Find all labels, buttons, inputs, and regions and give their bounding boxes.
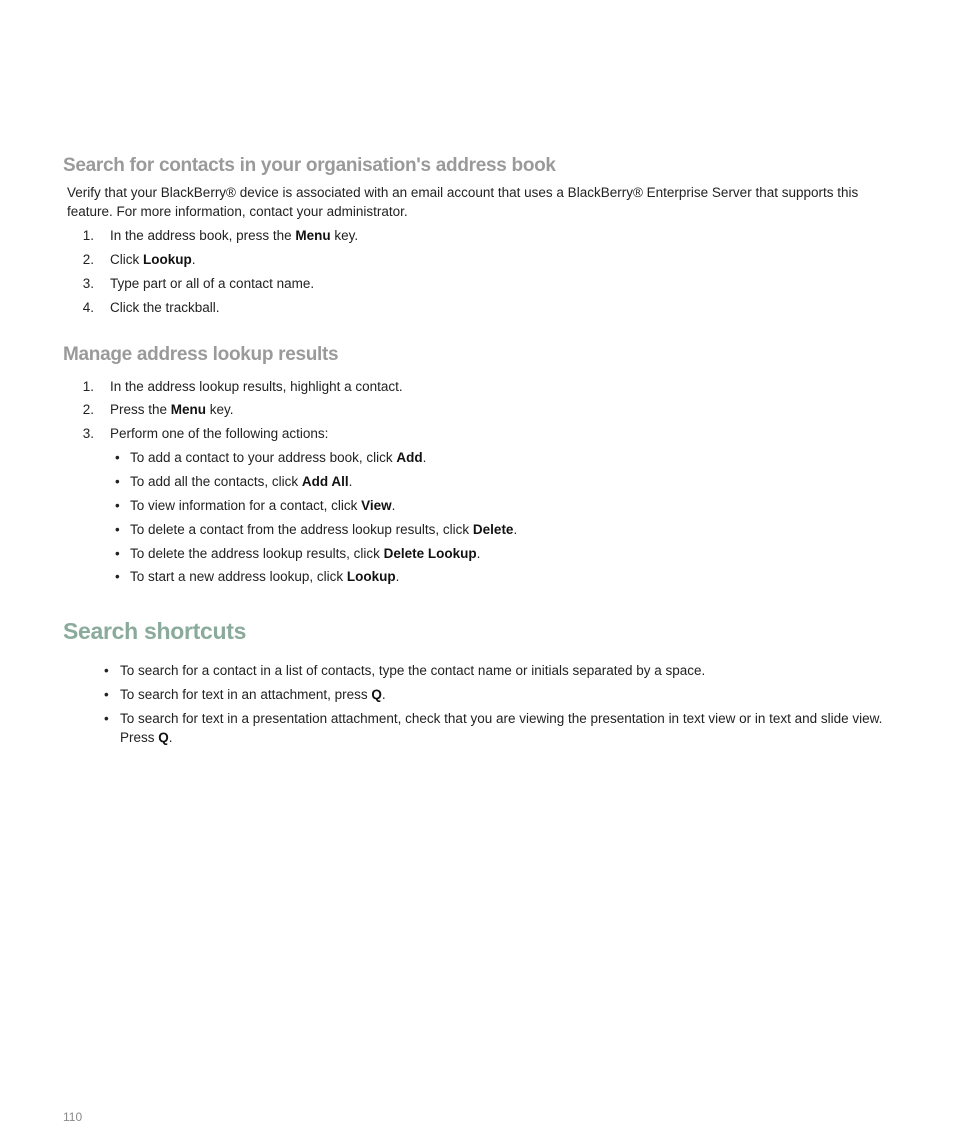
step-text: Perform one of the following actions: [110,426,329,441]
action-text: To start a new address lookup, click [130,569,347,584]
action-text: To add a contact to your address book, click [130,450,397,465]
bullet-icon: • [104,687,109,702]
action-text: To add all the contacts, click [130,474,302,489]
bullet-icon: • [104,663,109,678]
intro-paragraph: Verify that your BlackBerry® device is associated with an email account that uses a BlackBerry® Enterprise Server that supports this feature. For more information, contact your administrator. [67,185,859,219]
step-text: Click [110,252,143,267]
action-text-end: . [476,546,481,561]
bullet-icon: • [115,569,120,584]
section-heading-manage-lookup: Manage address lookup results [63,344,339,365]
shortcut-text: Press [120,730,159,745]
action-keyword: Add All [301,474,349,489]
action-text-end: . [391,498,396,513]
bullet-icon: • [115,450,120,465]
step-number: 2. [82,252,94,267]
action-keyword: View [361,498,392,513]
step-text: In the address book, press the [110,228,296,243]
step-text: Press the [110,402,171,417]
shortcut-text-end: . [381,687,386,702]
step-keyword: Menu [295,228,331,243]
step-number: 3. [82,426,94,441]
step-number: 3. [82,276,94,291]
shortcut-key: Q [371,687,382,702]
action-text-end: . [422,450,427,465]
action-keyword: Delete Lookup [383,546,477,561]
action-text: To delete the address lookup results, click [130,546,384,561]
shortcut-text: To search for text in an attachment, press [120,687,372,702]
step-text: Type part or all of a contact name. [110,276,315,291]
step-text-end: . [191,252,196,267]
action-keyword: Lookup [346,569,396,584]
shortcut-text: To search for text in a presentation attachment, check that you are viewing the presentation in text view or in text and slide view. [120,711,883,726]
step-number: 2. [82,402,94,417]
step-number: 1. [82,228,94,243]
step-text-end: key. [206,402,234,417]
action-text-end: . [513,522,518,537]
step-keyword: Lookup [143,252,192,267]
bullet-icon: • [104,711,109,726]
section-heading-org-address-book: Search for contacts in your organisation's address book [63,155,556,176]
step-number: 1. [82,379,94,394]
bullet-icon: • [115,522,120,537]
step-keyword: Menu [170,402,207,417]
shortcut-text: To search for a contact in a list of contacts, type the contact name or initials separated by a space. [120,663,706,678]
page-number: 110 [63,1110,83,1124]
shortcut-text-end: . [168,730,173,745]
section-heading-search-shortcuts: Search shortcuts [63,618,247,644]
shortcut-key: Q [158,730,169,745]
step-number: 4. [82,300,94,315]
bullet-icon: • [115,546,120,561]
action-text: To view information for a contact, click [130,498,362,513]
action-text-end: . [395,569,400,584]
action-keyword: Add [396,450,423,465]
action-text: To delete a contact from the address lookup results, click [130,522,473,537]
step-text-end: key. [330,228,359,243]
action-keyword: Delete [472,522,514,537]
step-text: In the address lookup results, highlight a contact. [110,379,403,394]
bullet-icon: • [115,474,120,489]
step-text: Click the trackball. [110,300,220,315]
bullet-icon: • [115,498,120,513]
action-text-end: . [348,474,353,489]
